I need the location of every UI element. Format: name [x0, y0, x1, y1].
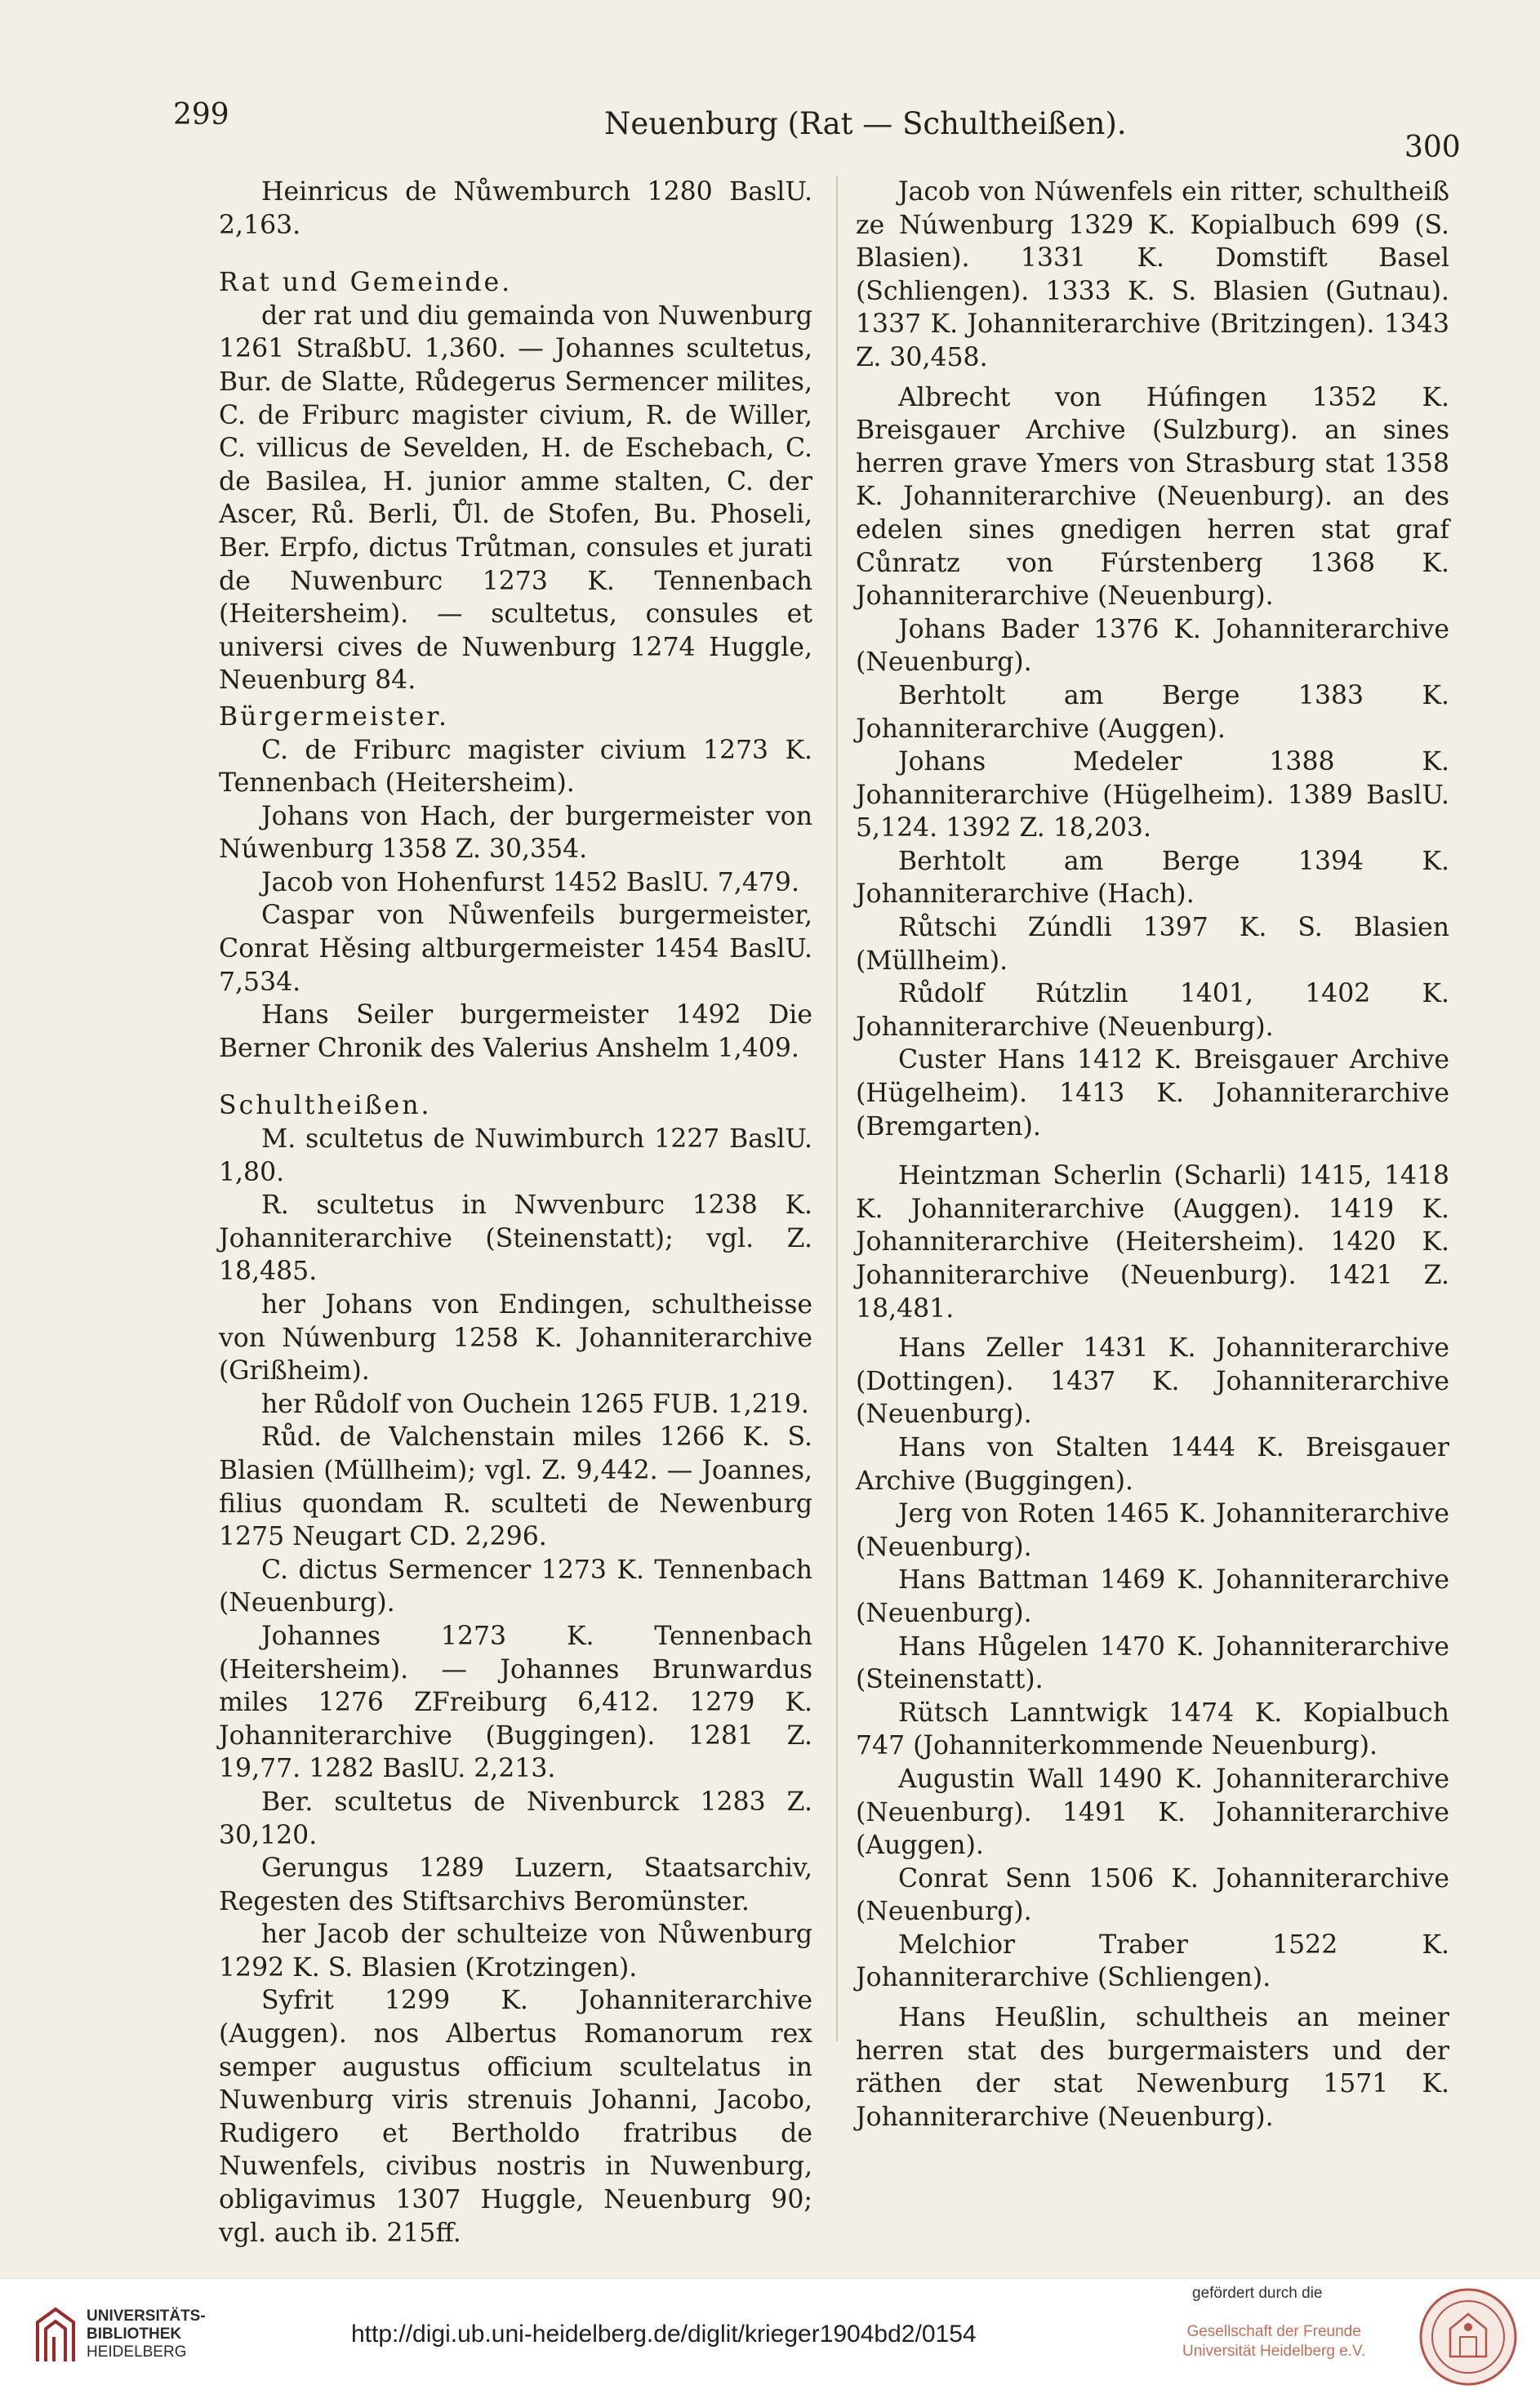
- entry: Gerungus 1289 Luzern, Staatsarchiv, Regesten des Stiftsarchivs Beromünster.: [219, 1854, 812, 1916]
- sponsor-name-line: Gesellschaft der Freunde: [1186, 2323, 1361, 2340]
- entry: Rütsch Lanntwigk 1474 K. Kopialbuch 747 (Johanniterkommende Neuenburg).: [856, 1698, 1449, 1761]
- entry: Růdolf Rútzlin 1401, 1402 K. Johanniterarchive (Neuenburg).: [856, 979, 1449, 1042]
- entry: Custer Hans 1412 K. Breisgauer Archive (Hügelheim). 1413 K. Johanniterarchive (Bremgarten).: [856, 1045, 1449, 1142]
- entry: Hans von Stalten 1444 K. Breisgauer Archive (Buggingen).: [856, 1432, 1449, 1496]
- entry: Jerg von Roten 1465 K. Johanniterarchive (Neuenburg).: [856, 1499, 1449, 1562]
- entry: Hans Hůgelen 1470 K. Johanniterarchive (Steinenstatt).: [856, 1631, 1449, 1695]
- entry: Syfrit 1299 K. Johanniterarchive (Auggen). nos Albertus Romanorum rex semper augustus officium scultelatus in Nuwenburg viris strenuis Johanni, Jacobo, Rudigero et Bertholdo fratribus de Nuwenfels, civibus nostris in Nuwenburg, obligavimus 1307 Huggle, Neuenburg 90; vgl. auch ib. 215ff.: [219, 1986, 812, 2248]
- page-number-left: 299: [173, 98, 229, 131]
- entry: Albrecht von Húfingen 1352 K. Breisgauer Archive (Sulzburg). an sines herren grave Ymers von Strasburg stat 1358 K. Johanniterarchive (Neuenburg). an des edelen sines gnedigen herren stat graf Cůnratz von Fúrstenberg 1368 K. Johanniterarchive (Neuenburg).: [856, 382, 1449, 612]
- entry: Augustin Wall 1490 K. Johanniterarchive (Neuenburg). 1491 K. Johanniterarchive (Auggen).: [856, 1764, 1449, 1861]
- entry: Melchior Traber 1522 K. Johanniterarchive (Schliengen).: [856, 1929, 1449, 1993]
- entry: Berhtolt am Berge 1394 K. Johanniterarchive (Hach).: [856, 846, 1449, 910]
- ub-heidelberg-logo-icon[interactable]: [33, 2304, 78, 2366]
- library-name: [87, 2308, 206, 2361]
- entry: Jacob von Hohenfurst 1452 BaslU. 7,479.: [261, 867, 799, 897]
- entry: Hans Zeller 1431 K. Johanniterarchive (Dottingen). 1437 K. Johanniterarchive (Neuenburg).: [856, 1333, 1449, 1430]
- column-divider: [836, 176, 838, 2041]
- sponsor-name[interactable]: [1182, 2322, 1365, 2361]
- right-column: [856, 176, 1449, 2134]
- entry: Conrat Senn 1506 K. Johanniterarchive (Neuenburg).: [856, 1863, 1449, 1927]
- entry: her Johans von Endingen, schultheisse von Núwenburg 1258 K. Johanniterarchive (Grißheim).: [219, 1290, 812, 1386]
- sponsor-label: gefördert durch die: [1192, 2285, 1323, 2302]
- university-seal-icon: [1418, 2286, 1519, 2388]
- entry: Hans Battman 1469 K. Johanniterarchive (Neuenburg).: [856, 1565, 1449, 1628]
- page-number-right: 300: [1404, 131, 1461, 164]
- library-name-line: HEIDELBERG: [87, 2343, 187, 2361]
- running-title: Neuenburg (Rat — Schultheißen).: [604, 106, 1127, 141]
- entry: Hans Seiler burgermeister 1492 Die Berner Chronik des Valerius Anshelm 1,409.: [219, 1000, 812, 1063]
- entry: M. scultetus de Nuwimburch 1227 BaslU. 1,80.: [219, 1124, 812, 1187]
- permalink-url[interactable]: http://digi.ub.uni-heidelberg.de/diglit/krieger1904bd2/0154: [351, 2321, 977, 2348]
- entry: Heintzman Scherlin (Scharli) 1415, 1418 K. Johanniterarchive (Auggen). 1419 K. Johanniterarchive (Heitersheim). 1420 K. Johanniterarchive (Neuenburg). 1421 Z. 18,481.: [856, 1161, 1449, 1324]
- entry: R. scultetus in Nwvenburc 1238 K. Johanniterarchive (Steinenstatt); vgl. Z. 18,485.: [219, 1191, 812, 1287]
- entry: Johans Bader 1376 K. Johanniterarchive (Neuenburg).: [856, 614, 1449, 678]
- entry: Hans Heußlin, schultheis an meiner herren stat des burgermaisters und der räthen der stat Newenburg 1571 K. Johanniterarchive (Neuenburg).: [856, 2003, 1449, 2132]
- library-name-line: BIBLIOTHEK: [87, 2325, 182, 2343]
- section-heading: Schultheißen.: [219, 1091, 432, 1121]
- entry: der rat und diu gemainda von Nuwenburg 1261 StraßbU. 1,360. — Johannes scultetus, Bur. de Slatte, Růdegerus Sermencer milites, C. de Friburc magister civium, R. de Willer, C. villicus de Sevelden, H. de Eschebach, C. de Basilea, H. junior amme stalten, C. der Ascer, Rů. Berli, Ůl. de Stofen, Bu. Phoseli, Ber. Erpfo, dictus Trůtman, consules et jurati de Nuwenburc 1273 K. Tennenbach (Heitersheim). — scultetus, consules et universi cives de Nuwenburg 1274 Huggle, Neuenburg 84.: [219, 300, 812, 696]
- left-column: [219, 176, 812, 2250]
- entry: Růd. de Valchenstain miles 1266 K. S. Blasien (Müllheim); vgl. Z. 9,442. — Joannes, filius quondam R. sculteti de Newenburg 1275 Neugart CD. 2,296.: [219, 1422, 812, 1552]
- entry: Caspar von Nůwenfeils burgermeister, Conrat Hěsing altburgermeister 1454 BaslU. 7,534.: [219, 901, 812, 997]
- section-heading: Bürgermeister.: [219, 701, 450, 732]
- entry: C. de Friburc magister civium 1273 K. Tennenbach (Heitersheim).: [219, 735, 812, 799]
- entry: Heinricus de Nůwemburch 1280 BaslU. 2,163.: [219, 177, 812, 240]
- entry: her Růdolf von Ouchein 1265 FUB. 1,219.: [261, 1389, 809, 1419]
- sponsor-name-line: Universität Heidelberg e.V.: [1182, 2343, 1366, 2360]
- entry: Johans Medeler 1388 K. Johanniterarchive (Hügelheim). 1389 BaslU. 5,124. 1392 Z. 18,203.: [856, 747, 1449, 843]
- entry: Johans von Hach, der burgermeister von Núwenburg 1358 Z. 30,354.: [219, 801, 812, 865]
- entry: Johannes 1273 K. Tennenbach (Heitersheim). — Johannes Brunwardus miles 1276 ZFreiburg 6,412. 1279 K. Johanniterarchive (Buggingen). 1281 Z. 19,77. 1282 BaslU. 2,213.: [219, 1621, 812, 1784]
- entry: C. dictus Sermencer 1273 K. Tennenbach (Neuenburg).: [219, 1555, 812, 1618]
- entry: Ber. scultetus de Nivenburck 1283 Z. 30,120.: [219, 1787, 812, 1850]
- section-heading: Rat und Gemeinde.: [219, 268, 513, 298]
- entry: Růtschi Zúndli 1397 K. S. Blasien (Müllheim).: [856, 913, 1449, 976]
- library-name-line: UNIVERSITÄTS-: [87, 2308, 206, 2325]
- entry: her Jacob der schulteize von Nůwenburg 1292 K. S. Blasien (Krotzingen).: [219, 1920, 812, 1983]
- entry: Jacob von Núwenfels ein ritter, schultheiß ze Núwenburg 1329 K. Kopialbuch 699 (S. Blasien). 1331 K. Domstift Basel (Schliengen). 1333 K. S. Blasien (Gutnau). 1337 K. Johanniterarchive (Britzingen). 1343 Z. 30,458.: [856, 177, 1449, 372]
- entry: Berhtolt am Berge 1383 K. Johanniterarchive (Auggen).: [856, 680, 1449, 744]
